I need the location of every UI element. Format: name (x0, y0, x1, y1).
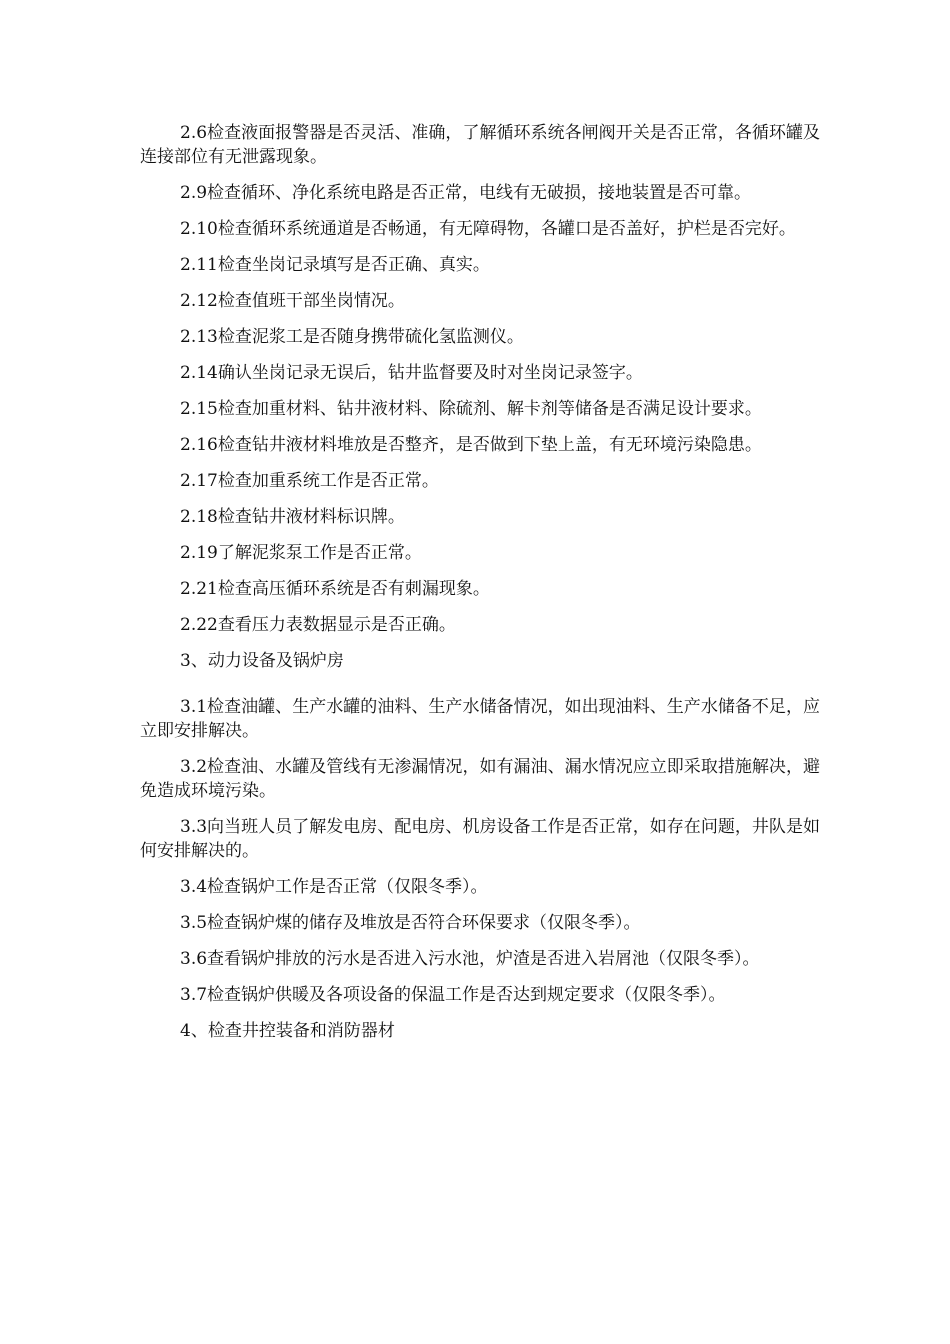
paragraph-2-11: 2.11检查坐岗记录填写是否正确、真实。 (180, 255, 490, 275)
paragraph-3-1: 3.1检查油罐、生产水罐的油料、生产水储备情况，如出现油料、生产水储备不足，应立即安排解决。 (140, 697, 820, 741)
paragraph-3-4: 3.4检查锅炉工作是否正常（仅限冬季）。 (180, 877, 488, 897)
paragraph-2-21: 2.21检查高压循环系统是否有刺漏现象。 (180, 579, 490, 599)
paragraph-2-15: 2.15检查加重材料、钻井液材料、除硫剂、解卡剂等储备是否满足设计要求。 (180, 399, 762, 419)
paragraph-2-12: 2.12检查值班干部坐岗情况。 (180, 291, 405, 311)
document-body (140, 121, 820, 1065)
paragraph-2-9: 2.9检查循环、净化系统电路是否正常，电线有无破损，接地装置是否可靠。 (180, 183, 752, 203)
paragraph-3-5: 3.5检查锅炉煤的储存及堆放是否符合环保要求（仅限冬季）。 (180, 913, 641, 933)
paragraph-2-19: 2.19了解泥浆泵工作是否正常。 (180, 543, 422, 563)
paragraph-2-6: 2.6检查液面报警器是否灵活、准确，了解循环系统各闸阀开关是否正常，各循环罐及连接部位有无泄露现象。 (140, 123, 820, 167)
paragraph-2-13: 2.13检查泥浆工是否随身携带硫化氢监测仪。 (180, 327, 524, 347)
paragraph-3-6: 3.6查看锅炉排放的污水是否进入污水池，炉渣是否进入岩屑池（仅限冬季）。 (180, 949, 760, 969)
paragraph-2-18: 2.18检查钻井液材料标识牌。 (180, 507, 405, 527)
paragraph-2-10: 2.10检查循环系统通道是否畅通，有无障碍物，各罐口是否盖好，护栏是否完好。 (180, 219, 796, 239)
paragraph-2-22: 2.22查看压力表数据显示是否正确。 (180, 615, 456, 635)
section-heading-4: 4、检查井控装备和消防器材 (180, 1021, 395, 1041)
paragraph-3-2: 3.2检查油、水罐及管线有无渗漏情况，如有漏油、漏水情况应立即采取措施解决，避免造成环境污染。 (140, 757, 820, 801)
paragraph-3-7: 3.7检查锅炉供暖及各项设备的保温工作是否达到规定要求（仅限冬季）。 (180, 985, 726, 1005)
paragraph-2-17: 2.17检查加重系统工作是否正常。 (180, 471, 439, 491)
paragraph-2-14: 2.14确认坐岗记录无误后，钻井监督要及时对坐岗记录签字。 (180, 363, 643, 383)
section-heading-3: 3、动力设备及锅炉房 (180, 651, 344, 671)
paragraph-3-3: 3.3向当班人员了解发电房、配电房、机房设备工作是否正常，如存在问题，井队是如何安排解决的。 (140, 817, 820, 861)
paragraph-2-16: 2.16检查钻井液材料堆放是否整齐，是否做到下垫上盖，有无环境污染隐患。 (180, 435, 762, 455)
